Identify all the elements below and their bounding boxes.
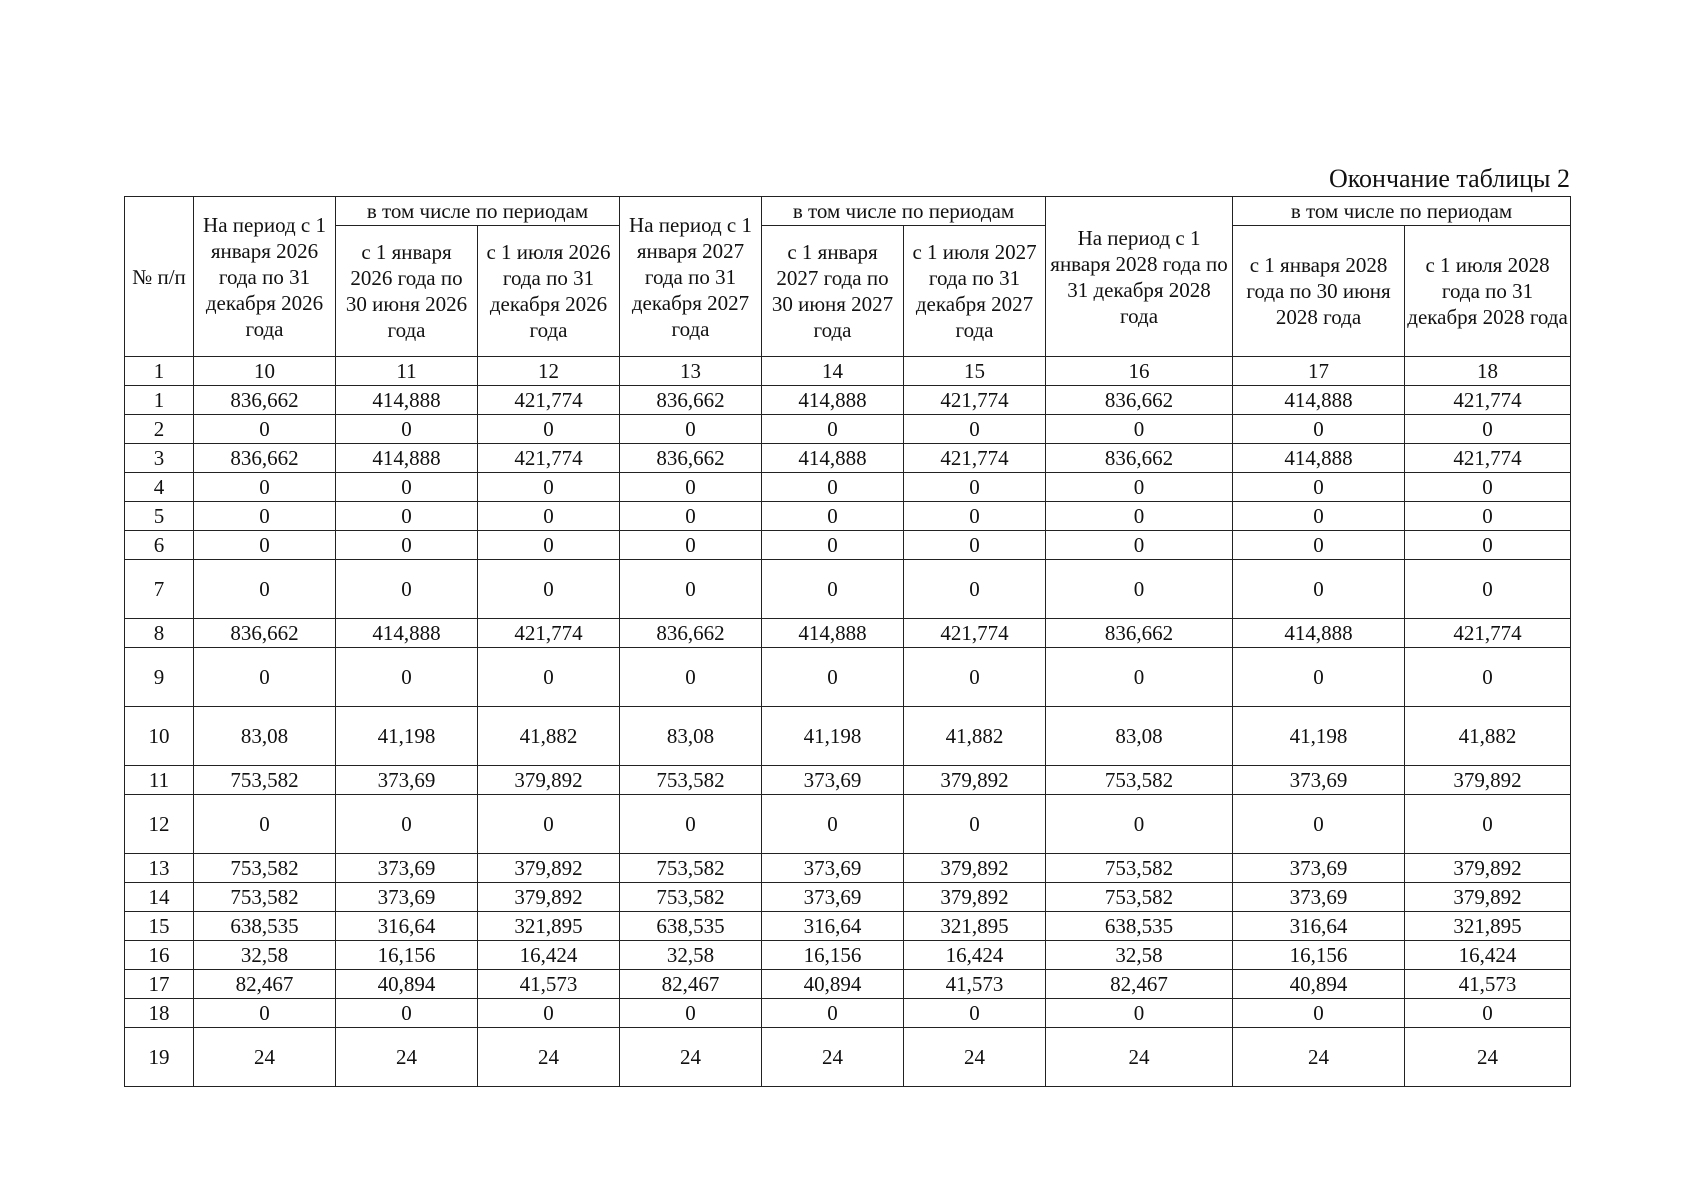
table-cell: 0	[1233, 648, 1405, 707]
table-cell: 41,198	[762, 707, 904, 766]
table-cell: 0	[478, 415, 620, 444]
table-cell: 41,198	[336, 707, 478, 766]
table-cell: 373,69	[762, 883, 904, 912]
table-cell: 421,774	[1405, 444, 1571, 473]
table-cell: 0	[1233, 415, 1405, 444]
header-col14: с 1 января 2027 года по 30 июня 2027 года	[762, 226, 904, 357]
table-cell: 41,198	[1233, 707, 1405, 766]
table-cell: 753,582	[620, 766, 762, 795]
table-cell: 414,888	[336, 386, 478, 415]
table-cell: 414,888	[762, 444, 904, 473]
row-number-cell: 4	[125, 473, 194, 502]
table-cell: 0	[762, 795, 904, 854]
row-number-cell: 1	[125, 386, 194, 415]
table-cell: 836,662	[620, 619, 762, 648]
table-body	[125, 386, 1571, 1087]
column-number-cell: 18	[1405, 357, 1571, 386]
table-cell: 421,774	[904, 386, 1046, 415]
row-number-cell: 12	[125, 795, 194, 854]
table-cell: 0	[478, 795, 620, 854]
table-cell: 16,424	[1405, 941, 1571, 970]
table-cell: 83,08	[1046, 707, 1233, 766]
table-cell: 0	[1405, 999, 1571, 1028]
table-cell: 0	[620, 648, 762, 707]
table-cell: 0	[1233, 560, 1405, 619]
table-cell: 0	[336, 560, 478, 619]
table-cell: 40,894	[762, 970, 904, 999]
table-cell: 753,582	[620, 854, 762, 883]
row-number-cell: 16	[125, 941, 194, 970]
table-cell: 379,892	[478, 883, 620, 912]
table-cell: 414,888	[762, 619, 904, 648]
table-cell: 0	[1405, 531, 1571, 560]
table-cell: 321,895	[1405, 912, 1571, 941]
table-cell: 379,892	[478, 854, 620, 883]
table-cell: 421,774	[1405, 619, 1571, 648]
table-cell: 321,895	[904, 912, 1046, 941]
table-cell: 379,892	[1405, 854, 1571, 883]
table-cell: 41,882	[1405, 707, 1571, 766]
table-cell: 414,888	[336, 444, 478, 473]
table-cell: 373,69	[1233, 883, 1405, 912]
header-col15: с 1 июля 2027 года по 31 декабря 2027 года	[904, 226, 1046, 357]
table-cell: 0	[478, 999, 620, 1028]
row-number-cell: 6	[125, 531, 194, 560]
table-row	[125, 386, 1571, 415]
table-cell: 836,662	[620, 386, 762, 415]
table-cell: 638,535	[620, 912, 762, 941]
row-number-cell: 13	[125, 854, 194, 883]
header-col17: с 1 января 2028 года по 30 июня 2028 года	[1233, 226, 1405, 357]
table-cell: 0	[904, 502, 1046, 531]
table-cell: 373,69	[762, 854, 904, 883]
table-cell: 0	[336, 415, 478, 444]
header-row-sub	[125, 226, 1571, 357]
table-cell: 836,662	[1046, 386, 1233, 415]
table-cell: 0	[1046, 415, 1233, 444]
table-cell: 753,582	[194, 854, 336, 883]
header-col18: с 1 июля 2028 года по 31 декабря 2028 года	[1405, 226, 1571, 357]
table-cell: 0	[762, 473, 904, 502]
table-cell: 0	[478, 648, 620, 707]
table-cell: 0	[194, 560, 336, 619]
table-row	[125, 560, 1571, 619]
table-cell: 41,573	[904, 970, 1046, 999]
table-cell: 82,467	[194, 970, 336, 999]
table-cell: 421,774	[478, 619, 620, 648]
table-cell: 0	[620, 415, 762, 444]
table-cell: 0	[336, 531, 478, 560]
table-cell: 316,64	[762, 912, 904, 941]
table-cell: 82,467	[1046, 970, 1233, 999]
table-cell: 836,662	[1046, 619, 1233, 648]
table-cell: 16,424	[478, 941, 620, 970]
table-cell: 24	[904, 1028, 1046, 1087]
table-cell: 0	[904, 473, 1046, 502]
header-col16: На период с 1 января 2028 года по 31 декабря 2028 года	[1046, 197, 1233, 357]
table-cell: 0	[336, 473, 478, 502]
table-cell: 0	[1046, 795, 1233, 854]
table-row	[125, 999, 1571, 1028]
table-cell: 0	[762, 999, 904, 1028]
column-number-cell: 10	[194, 357, 336, 386]
table-cell: 836,662	[194, 386, 336, 415]
table-cell: 0	[194, 795, 336, 854]
table-cell: 753,582	[1046, 766, 1233, 795]
column-number-cell: 14	[762, 357, 904, 386]
table-row	[125, 941, 1571, 970]
table-cell: 0	[620, 473, 762, 502]
table-cell: 0	[762, 560, 904, 619]
table-cell: 83,08	[620, 707, 762, 766]
table-cell: 753,582	[620, 883, 762, 912]
table-cell: 373,69	[1233, 766, 1405, 795]
table-row	[125, 970, 1571, 999]
table-row	[125, 883, 1571, 912]
table-cell: 421,774	[1405, 386, 1571, 415]
table-cell: 0	[1046, 648, 1233, 707]
row-number-cell: 11	[125, 766, 194, 795]
table-cell: 0	[194, 531, 336, 560]
table-cell: 0	[194, 502, 336, 531]
row-number-cell: 9	[125, 648, 194, 707]
column-number-cell: 11	[336, 357, 478, 386]
table-row	[125, 854, 1571, 883]
table-cell: 32,58	[194, 941, 336, 970]
table-cell: 321,895	[478, 912, 620, 941]
table-cell: 0	[904, 415, 1046, 444]
table-cell: 316,64	[1233, 912, 1405, 941]
table-cell: 40,894	[336, 970, 478, 999]
row-number-cell: 5	[125, 502, 194, 531]
table-row	[125, 648, 1571, 707]
header-col10: На период с 1 января 2026 года по 31 декабря 2026 года	[194, 197, 336, 357]
table-cell: 41,573	[478, 970, 620, 999]
column-number-cell: 15	[904, 357, 1046, 386]
table-cell: 24	[1405, 1028, 1571, 1087]
table-cell: 379,892	[1405, 766, 1571, 795]
header-group-2027: в том числе по периодам	[762, 197, 1046, 226]
table-cell: 373,69	[336, 766, 478, 795]
table-cell: 0	[620, 560, 762, 619]
table-cell: 0	[620, 502, 762, 531]
header-col13: На период с 1 января 2027 года по 31 декабря 2027 года	[620, 197, 762, 357]
table-cell: 0	[1046, 502, 1233, 531]
header-num: № п/п	[125, 197, 194, 357]
table-cell: 373,69	[762, 766, 904, 795]
table-cell: 32,58	[620, 941, 762, 970]
table-cell: 0	[1233, 502, 1405, 531]
table-row	[125, 1028, 1571, 1087]
table-cell: 24	[336, 1028, 478, 1087]
table-cell: 16,156	[762, 941, 904, 970]
table-cell: 379,892	[904, 883, 1046, 912]
table-cell: 24	[478, 1028, 620, 1087]
column-number-row	[125, 357, 1571, 386]
table-cell: 421,774	[478, 386, 620, 415]
table-cell: 753,582	[194, 766, 336, 795]
table-cell: 0	[1405, 648, 1571, 707]
table-cell: 0	[336, 999, 478, 1028]
data-table	[124, 196, 1571, 1087]
table-cell: 83,08	[194, 707, 336, 766]
table-cell: 0	[904, 999, 1046, 1028]
table-cell: 414,888	[1233, 619, 1405, 648]
table-cell: 0	[1046, 473, 1233, 502]
table-cell: 414,888	[336, 619, 478, 648]
table-cell: 638,535	[1046, 912, 1233, 941]
table-cell: 0	[904, 648, 1046, 707]
column-number-cell: 16	[1046, 357, 1233, 386]
table-cell: 0	[478, 502, 620, 531]
row-number-cell: 18	[125, 999, 194, 1028]
table-cell: 24	[1233, 1028, 1405, 1087]
table-cell: 379,892	[478, 766, 620, 795]
table-cell: 379,892	[904, 766, 1046, 795]
table-cell: 421,774	[904, 444, 1046, 473]
table-cell: 836,662	[620, 444, 762, 473]
table-cell: 24	[1046, 1028, 1233, 1087]
row-number-cell: 19	[125, 1028, 194, 1087]
table-cell: 836,662	[194, 619, 336, 648]
table-cell: 0	[1046, 560, 1233, 619]
row-number-cell: 10	[125, 707, 194, 766]
table-cell: 0	[1233, 795, 1405, 854]
header-group-2026: в том числе по периодам	[336, 197, 620, 226]
table-cell: 421,774	[478, 444, 620, 473]
table-cell: 0	[1046, 999, 1233, 1028]
table-cell: 379,892	[1405, 883, 1571, 912]
table-row	[125, 531, 1571, 560]
table-cell: 0	[336, 502, 478, 531]
table-cell: 0	[194, 648, 336, 707]
table-cell: 24	[620, 1028, 762, 1087]
table-cell: 0	[1405, 795, 1571, 854]
table-cell: 0	[194, 999, 336, 1028]
table-cell: 753,582	[1046, 854, 1233, 883]
table-caption: Окончание таблицы 2	[1328, 164, 1570, 193]
row-number-cell: 2	[125, 415, 194, 444]
table-cell: 41,573	[1405, 970, 1571, 999]
table-cell: 638,535	[194, 912, 336, 941]
table-cell: 0	[1233, 531, 1405, 560]
table-cell: 0	[904, 795, 1046, 854]
table-cell: 0	[478, 560, 620, 619]
column-number-cell: 1	[125, 357, 194, 386]
table-cell: 0	[1233, 473, 1405, 502]
table-cell: 0	[1046, 531, 1233, 560]
row-number-cell: 14	[125, 883, 194, 912]
header-group-2028: в том числе по периодам	[1233, 197, 1571, 226]
row-number-cell: 7	[125, 560, 194, 619]
table-cell: 16,424	[904, 941, 1046, 970]
table-cell: 0	[762, 502, 904, 531]
header-row-top	[125, 197, 1571, 226]
table-cell: 0	[762, 415, 904, 444]
column-number-cell: 13	[620, 357, 762, 386]
table-cell: 0	[620, 999, 762, 1028]
table-row	[125, 795, 1571, 854]
table-cell: 24	[762, 1028, 904, 1087]
table-cell: 0	[478, 531, 620, 560]
table-cell: 0	[1233, 999, 1405, 1028]
table-row	[125, 707, 1571, 766]
row-number-cell: 3	[125, 444, 194, 473]
table-cell: 41,882	[904, 707, 1046, 766]
header-col11: с 1 января 2026 года по 30 июня 2026 года	[336, 226, 478, 357]
table-cell: 0	[194, 473, 336, 502]
table-cell: 753,582	[1046, 883, 1233, 912]
table-cell: 379,892	[904, 854, 1046, 883]
table-cell: 0	[904, 531, 1046, 560]
table-row	[125, 415, 1571, 444]
table-cell: 40,894	[1233, 970, 1405, 999]
table-row	[125, 766, 1571, 795]
table-cell: 0	[194, 415, 336, 444]
table-cell: 24	[194, 1028, 336, 1087]
table-cell: 373,69	[336, 854, 478, 883]
table-cell: 414,888	[1233, 386, 1405, 415]
table-cell: 0	[1405, 560, 1571, 619]
table-cell: 373,69	[1233, 854, 1405, 883]
table-cell: 0	[762, 648, 904, 707]
table-cell: 0	[1405, 502, 1571, 531]
table-cell: 373,69	[336, 883, 478, 912]
table-row	[125, 502, 1571, 531]
column-number-cell: 17	[1233, 357, 1405, 386]
table-cell: 0	[1405, 473, 1571, 502]
table-cell: 16,156	[1233, 941, 1405, 970]
table-cell: 32,58	[1046, 941, 1233, 970]
row-number-cell: 8	[125, 619, 194, 648]
table-cell: 414,888	[762, 386, 904, 415]
row-number-cell: 15	[125, 912, 194, 941]
table-cell: 0	[620, 531, 762, 560]
table-cell: 836,662	[194, 444, 336, 473]
table-cell: 421,774	[904, 619, 1046, 648]
table-cell: 16,156	[336, 941, 478, 970]
table-cell: 0	[620, 795, 762, 854]
table-cell: 41,882	[478, 707, 620, 766]
table-cell: 0	[336, 795, 478, 854]
table-row	[125, 473, 1571, 502]
table-cell: 0	[478, 473, 620, 502]
table-cell: 0	[1405, 415, 1571, 444]
table-cell: 316,64	[336, 912, 478, 941]
row-number-cell: 17	[125, 970, 194, 999]
header-col12: с 1 июля 2026 года по 31 декабря 2026 года	[478, 226, 620, 357]
table-cell: 753,582	[194, 883, 336, 912]
table-cell: 0	[336, 648, 478, 707]
table-row	[125, 444, 1571, 473]
table-cell: 836,662	[1046, 444, 1233, 473]
column-number-cell: 12	[478, 357, 620, 386]
table-cell: 0	[762, 531, 904, 560]
table-row	[125, 619, 1571, 648]
table-cell: 0	[904, 560, 1046, 619]
table-cell: 414,888	[1233, 444, 1405, 473]
table-cell: 82,467	[620, 970, 762, 999]
table-row	[125, 912, 1571, 941]
